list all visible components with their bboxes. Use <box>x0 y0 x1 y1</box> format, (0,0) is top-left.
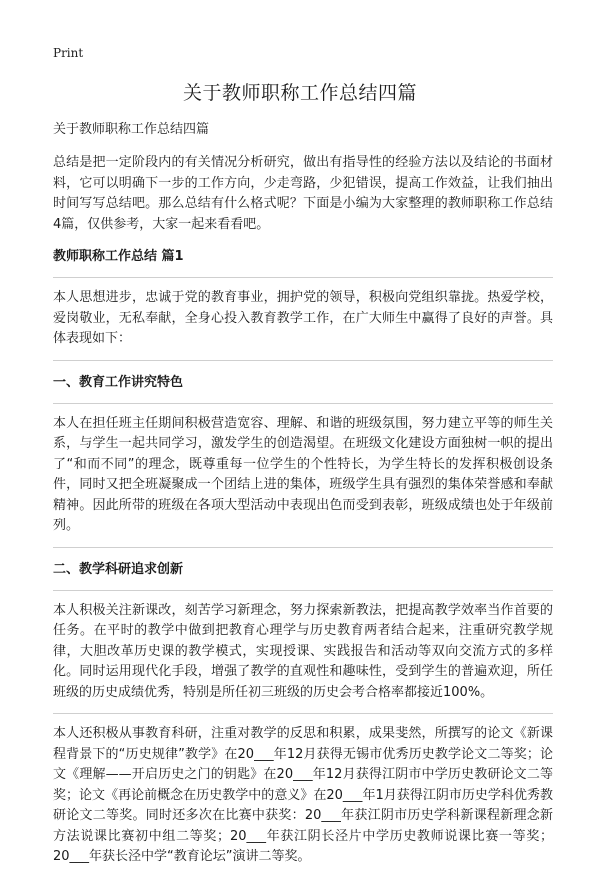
article-intro-paragraph: 本人思想进步，忠诚于党的教育事业，拥护党的领导，积极向党组织靠拢。热爱学校，爱岗敬业，无私奉献，全身心投入教育教学工作，在广大师生中赢得了良好的声誉。具体表现如下： <box>53 290 553 346</box>
document-body <box>53 121 553 878</box>
divider <box>53 403 553 404</box>
page-title: 关于教师职称工作总结四篇 <box>182 82 417 104</box>
document-subtitle: 关于教师职称工作总结四篇 <box>53 122 210 137</box>
article-heading: 教师职称工作总结 篇1 <box>53 249 184 264</box>
divider <box>53 547 553 548</box>
divider <box>53 360 553 361</box>
section2-heading: 二、教学科研追求创新 <box>53 561 184 577</box>
divider <box>53 277 553 278</box>
section2-paragraph-2: 本人还积极从事教育科研，注重对教学的反思和积累，成果斐然，所撰写的论文《新课程背景下的“历史规律”教学》在20___年12月获得无锡市优秀历史教学论文二等奖；论文《理解——开启历史之门的钥匙》在20___年12月获得江阴市中学历史教研论文二等奖；论文《再论前概念在历史教学中的意义》在20___年1月获得江阴市历史学科优秀教研论文二等奖。同时还多次在比赛中获奖：20___年获江阴市历史学科新课程新理念新方法说课比赛初中组二等奖；20___年获江阴长泾片中学历史教师说课比赛一等奖；20___年获长泾中学“教育论坛”演讲二等奖。 <box>53 726 553 864</box>
divider <box>53 590 553 591</box>
section1-heading: 一、教育工作讲究特色 <box>53 374 184 390</box>
divider <box>53 713 553 714</box>
section2-paragraph-1: 本人积极关注新课改，刻苦学习新理念，努力探索新教法，把提高教学效率当作首要的任务。在平时的教学中做到把教育心理学与历史教育两者结合起来，注重研究教学规律，大胆改革历史课的教学模式，实现授课、实践报告和活动等双向交流方式的多样化。同时运用现代化手段，增强了教学的直观性和趣味性，受到学生的普遍欢迎，所任班级的历史成绩优秀，特别是所任初三班级的历史会考合格率都接近100%。 <box>53 602 553 700</box>
print-label[interactable]: Print <box>53 46 84 60</box>
section1-paragraph: 本人在担任班主任期间积极营造宽容、理解、和谐的班级氛围，努力建立平等的师生关系，与学生一起共同学习，激发学生的创造渴望。在班级文化建设方面独树一帜的提出了“和而不同”的理念，既尊重每一位学生的个性特长，为学生特长的发挥积极创设条件，同时又把全班凝聚成一个团结上进的集体，班级学生具有强烈的集体荣誉感和奉献精神。因此所带的班级在各项大型活动中表现出色而受到表彰，班级成绩也处于年级前列。 <box>53 415 553 533</box>
intro-paragraph: 总结是把一定阶段内的有关情况分析研究，做出有指导性的经验方法以及结论的书面材料，它可以明确下一步的工作方向，少走弯路，少犯错误，提高工作效益，让我们抽出时间写写总结吧。那么总结有什么格式呢？下面是小编为大家整理的教师职称工作总结4篇，仅供参考，大家一起来看看吧。 <box>53 155 553 232</box>
